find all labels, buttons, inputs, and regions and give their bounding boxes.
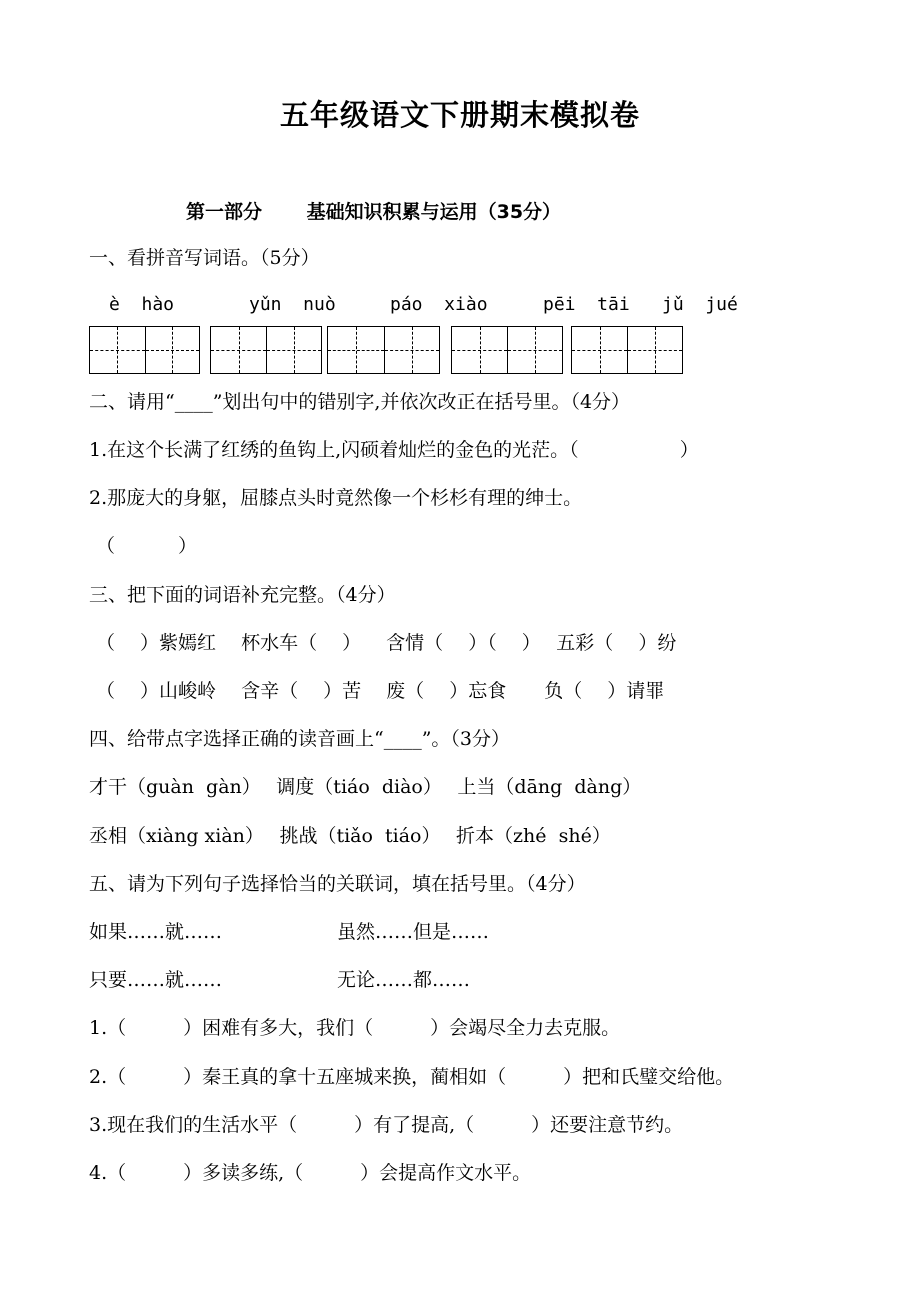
writing-grid-4[interactable] [451, 326, 563, 374]
pinyin-2: yǔn nuò [249, 294, 336, 315]
q4-row-2: 丞相（xiàng xiàn） 挑战（tiǎo tiáo） 折本（zhé shé） [89, 825, 611, 847]
q3-heading: 三、把下面的词语补充完整。（4分） [89, 584, 396, 606]
pinyin-3: páo xiào [390, 294, 488, 315]
pinyin-5: jǔ jué [662, 294, 738, 315]
writing-grid-1[interactable] [89, 326, 200, 374]
q5-option-3: 只要……就…… [89, 969, 223, 991]
q5-option-4: 无论……都…… [337, 969, 471, 991]
q5-sentence-4: 4.（ ）多读多练,（ ）会提高作文水平。 [89, 1162, 532, 1184]
q5-sentence-1: 1.（ ）困难有多大，我们（ ）会竭尽全力去克服。 [89, 1017, 621, 1039]
pinyin-1: è hào [109, 294, 175, 315]
writing-grid-2[interactable] [210, 326, 322, 374]
writing-grid-3[interactable] [327, 326, 440, 374]
q5-sentence-3: 3.现在我们的生活水平（ ）有了提高,（ ）还要注意节约。 [89, 1114, 684, 1136]
part-heading: 第一部分 基础知识积累与运用（35分） [186, 201, 562, 223]
q3-row-2: （ ）山峻岭 含辛（ ）苦 废（ ）忘食 负（ ）请罪 [96, 680, 665, 702]
q2-heading: 二、请用“____”划出句中的错别字,并依次改正在括号里。（4分） [89, 391, 631, 413]
page-title: 五年级语文下册期末模拟卷 [279, 98, 640, 132]
q2-sentence-2: 2.那庞大的身躯，屈膝点头时竟然像一个杉杉有理的绅士。 [89, 487, 583, 509]
q2-answer-paren[interactable]: （ ） [96, 535, 198, 557]
q4-row-1: 才干（guàn gàn） 调度（tiáo diào） 上当（dāng dàng） [89, 776, 642, 798]
q5-option-2: 虽然……但是…… [337, 921, 490, 943]
q3-row-1: （ ）紫嫣红 杯水车（ ） 含情（ ）（ ） 五彩（ ）纷 [96, 632, 677, 654]
q5-option-1: 如果……就…… [89, 921, 223, 943]
writing-grid-5[interactable] [571, 326, 683, 374]
q4-heading: 四、给带点字选择正确的读音画上“____”。（3分） [89, 728, 511, 750]
pinyin-4: pēi tāi [543, 294, 630, 315]
q2-sentence-1: 1.在这个长满了红绣的鱼钩上,闪硕着灿烂的金色的光茫。（ ） [89, 439, 699, 461]
q5-sentence-2: 2.（ ）秦王真的拿十五座城来换，蔺相如（ ）把和氏璧交给他。 [89, 1066, 735, 1088]
q1-heading: 一、看拼音写词语。（5分） [89, 247, 320, 269]
q5-heading: 五、请为下列句子选择恰当的关联词，填在括号里。（4分） [89, 873, 586, 895]
